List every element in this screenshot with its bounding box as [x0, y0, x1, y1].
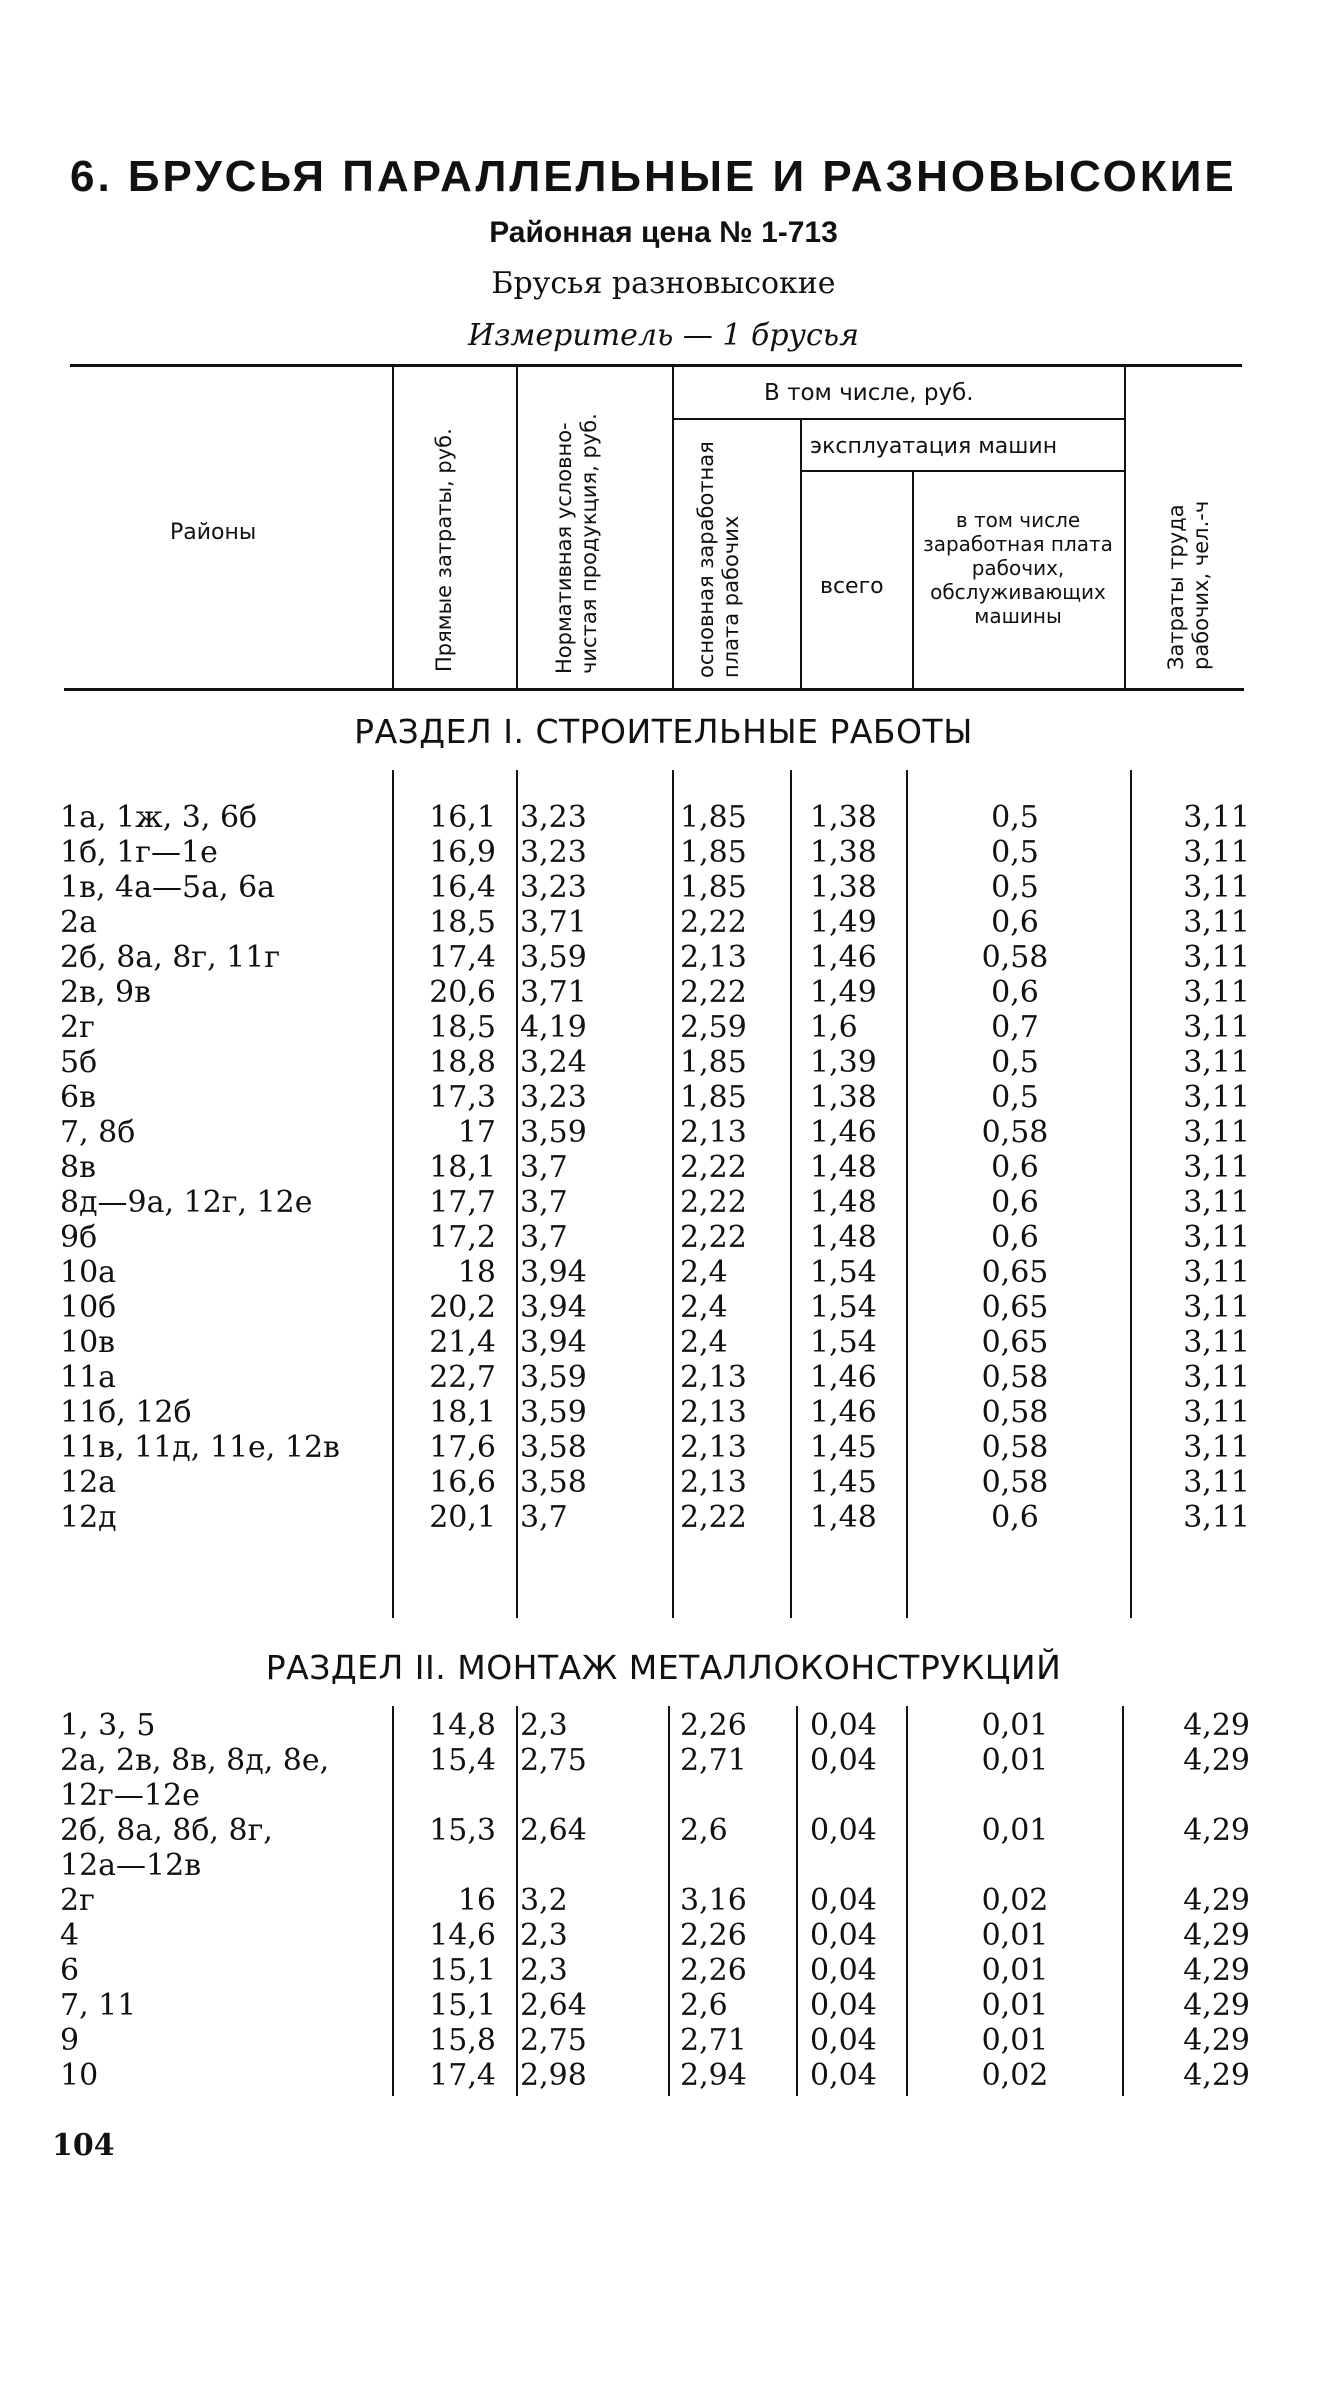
region-cell: 4	[60, 1918, 80, 1953]
header-machine-wage: в том числе заработная плата рабочих, обслуживающих машины	[923, 508, 1113, 628]
table-row	[0, 1115, 1327, 1150]
header-vline-5	[912, 472, 914, 688]
labor-cell: 3,11	[1183, 1080, 1250, 1115]
machine-wage-cell: 0,5	[991, 1045, 1039, 1080]
machine-wage-cell: 0,6	[991, 1150, 1039, 1185]
normative-cell: 3,7	[520, 1500, 568, 1535]
labor-cell: 3,11	[1183, 905, 1250, 940]
table-row	[0, 870, 1327, 905]
region-cell-continuation: 12г—12е	[60, 1778, 200, 1813]
machine-wage-cell: 0,02	[981, 1883, 1049, 1918]
labor-cell: 4,29	[1183, 1918, 1250, 1953]
region-cell: 10	[60, 2058, 99, 2093]
labor-cell: 4,29	[1183, 1883, 1250, 1918]
labor-cell: 3,11	[1183, 1325, 1250, 1360]
region-cell: 10в	[60, 1325, 116, 1360]
machine-total-cell: 1,38	[810, 1080, 877, 1115]
machine-wage-cell: 0,58	[981, 1430, 1049, 1465]
table-row	[0, 1953, 1327, 1988]
machine-total-cell: 1,46	[810, 940, 877, 975]
normative-cell: 3,23	[520, 835, 587, 870]
labor-cell: 3,11	[1183, 1465, 1250, 1500]
machine-wage-cell: 0,5	[991, 835, 1039, 870]
table-row	[0, 940, 1327, 975]
table-row	[0, 1708, 1327, 1743]
machine-total-cell: 1,45	[810, 1430, 877, 1465]
wage-cell: 2,59	[680, 1010, 747, 1045]
machine-wage-cell: 0,58	[981, 1115, 1049, 1150]
page-number: 104	[52, 2128, 115, 2163]
direct-cost-cell: 15,3	[429, 1813, 496, 1848]
machine-wage-cell: 0,6	[991, 1500, 1039, 1535]
table-row	[0, 1150, 1327, 1185]
machine-total-cell: 1,54	[810, 1325, 877, 1360]
measure-unit: Измеритель — 1 брусья	[468, 318, 859, 353]
wage-cell: 2,13	[680, 940, 747, 975]
direct-cost-cell: 17,4	[429, 2058, 496, 2093]
direct-cost-cell: 16,1	[429, 800, 496, 835]
normative-cell: 3,23	[520, 870, 587, 905]
table-row	[0, 1220, 1327, 1255]
wage-cell: 2,6	[680, 1813, 728, 1848]
machine-total-cell: 1,49	[810, 975, 877, 1010]
header-vline-1	[392, 366, 394, 688]
region-cell: 11в, 11д, 11е, 12в	[60, 1430, 340, 1465]
wage-cell: 1,85	[680, 800, 747, 835]
labor-cell: 3,11	[1183, 835, 1250, 870]
region-cell: 7, 8б	[60, 1115, 136, 1150]
normative-cell: 3,23	[520, 1080, 587, 1115]
header-direct-costs: Прямые затраты, руб.	[432, 428, 456, 672]
wage-cell: 2,13	[680, 1115, 747, 1150]
machine-total-cell: 1,38	[810, 835, 877, 870]
region-cell: 1в, 4а—5а, 6а	[60, 870, 276, 905]
section-1-title: РАЗДЕЛ I. СТРОИТЕЛЬНЫЕ РАБОТЫ	[354, 712, 973, 751]
table-row	[0, 1988, 1327, 2023]
wage-cell: 2,22	[680, 1500, 747, 1535]
table-row	[0, 1325, 1327, 1360]
machine-total-cell: 0,04	[810, 1883, 877, 1918]
region-cell: 12д	[60, 1500, 117, 1535]
labor-cell: 4,29	[1183, 2023, 1250, 2058]
wage-cell: 2,94	[680, 2058, 747, 2093]
labor-cell: 4,29	[1183, 1813, 1250, 1848]
wage-cell: 2,13	[680, 1360, 747, 1395]
normative-cell: 3,7	[520, 1220, 568, 1255]
header-machine-operation: эксплуатация машин	[810, 434, 1058, 459]
machine-total-cell: 0,04	[810, 1708, 877, 1743]
normative-cell: 2,3	[520, 1953, 568, 1988]
direct-cost-cell: 17	[457, 1115, 496, 1150]
direct-cost-cell: 20,1	[429, 1500, 496, 1535]
region-cell: 12а	[60, 1465, 117, 1500]
machine-wage-cell: 0,01	[981, 1813, 1049, 1848]
machine-total-cell: 1,49	[810, 905, 877, 940]
machine-total-cell: 1,48	[810, 1500, 877, 1535]
table-row	[0, 1743, 1327, 1778]
direct-cost-cell: 18,1	[429, 1150, 496, 1185]
machine-total-cell: 1,39	[810, 1045, 877, 1080]
table-row	[0, 1045, 1327, 1080]
table-row-continuation	[0, 1848, 1327, 1883]
header-including: В том числе, руб.	[764, 380, 974, 406]
labor-cell: 3,11	[1183, 940, 1250, 975]
labor-cell: 4,29	[1183, 1743, 1250, 1778]
normative-cell: 2,64	[520, 1988, 587, 2023]
region-cell: 9	[60, 2023, 80, 2058]
machine-total-cell: 1,54	[810, 1255, 877, 1290]
labor-cell: 3,11	[1183, 1255, 1250, 1290]
machine-wage-cell: 0,7	[991, 1010, 1039, 1045]
labor-cell: 3,11	[1183, 800, 1250, 835]
wage-cell: 2,4	[680, 1255, 728, 1290]
header-vline-3	[672, 366, 674, 688]
wage-cell: 2,26	[680, 1708, 747, 1743]
machine-total-cell: 1,54	[810, 1290, 877, 1325]
labor-cell: 4,29	[1183, 2058, 1250, 2093]
table-row	[0, 975, 1327, 1010]
table-row	[0, 1813, 1327, 1848]
normative-cell: 3,71	[520, 905, 587, 940]
direct-cost-cell: 18,1	[429, 1395, 496, 1430]
region-cell: 2б, 8а, 8б, 8г,	[60, 1813, 273, 1848]
region-cell: 5б	[60, 1045, 98, 1080]
direct-cost-cell: 15,1	[429, 1988, 496, 2023]
wage-cell: 1,85	[680, 1080, 747, 1115]
direct-cost-cell: 15,8	[429, 2023, 496, 2058]
direct-cost-cell: 17,6	[429, 1430, 496, 1465]
normative-cell: 3,59	[520, 1115, 587, 1150]
normative-cell: 2,75	[520, 1743, 587, 1778]
price-label: Районная цена № 1-713	[489, 216, 838, 249]
machine-wage-cell: 0,02	[981, 2058, 1049, 2093]
direct-cost-cell: 16,6	[429, 1465, 496, 1500]
labor-cell: 3,11	[1183, 870, 1250, 905]
wage-cell: 2,4	[680, 1290, 728, 1325]
wage-cell: 2,6	[680, 1988, 728, 2023]
machine-wage-cell: 0,01	[981, 1988, 1049, 2023]
machine-total-cell: 0,04	[810, 1988, 877, 2023]
machine-total-cell: 1,38	[810, 870, 877, 905]
normative-cell: 2,75	[520, 2023, 587, 2058]
normative-cell: 3,23	[520, 800, 587, 835]
normative-cell: 3,59	[520, 1360, 587, 1395]
wage-cell: 1,85	[680, 835, 747, 870]
machine-total-cell: 0,04	[810, 1918, 877, 1953]
labor-cell: 3,11	[1183, 1290, 1250, 1325]
table-row	[0, 1883, 1327, 1918]
direct-cost-cell: 17,2	[429, 1220, 496, 1255]
machine-wage-cell: 0,01	[981, 1918, 1049, 1953]
region-cell: 1, 3, 5	[60, 1708, 156, 1743]
wage-cell: 2,71	[680, 2023, 747, 2058]
direct-cost-cell: 16,9	[429, 835, 496, 870]
machine-wage-cell: 0,6	[991, 1185, 1039, 1220]
direct-cost-cell: 15,4	[429, 1743, 496, 1778]
region-cell-continuation: 12а—12в	[60, 1848, 202, 1883]
normative-cell: 3,7	[520, 1185, 568, 1220]
direct-cost-cell: 17,4	[429, 940, 496, 975]
wage-cell: 2,22	[680, 905, 747, 940]
direct-cost-cell: 20,6	[429, 975, 496, 1010]
wage-cell: 1,85	[680, 870, 747, 905]
machine-wage-cell: 0,6	[991, 975, 1039, 1010]
machine-total-cell: 1,46	[810, 1395, 877, 1430]
labor-cell: 3,11	[1183, 1115, 1250, 1150]
region-cell: 10а	[60, 1255, 117, 1290]
header-basic-wage: основная заработная плата рабочих	[694, 441, 743, 678]
machine-total-cell: 1,46	[810, 1115, 877, 1150]
machine-wage-cell: 0,58	[981, 1465, 1049, 1500]
table-row	[0, 1010, 1327, 1045]
region-cell: 8д—9а, 12г, 12е	[60, 1185, 313, 1220]
labor-cell: 3,11	[1183, 1010, 1250, 1045]
table-row	[0, 2023, 1327, 2058]
machine-total-cell: 0,04	[810, 1743, 877, 1778]
header-vline-2	[516, 366, 518, 688]
wage-cell: 2,26	[680, 1953, 747, 1988]
region-cell: 1б, 1г—1е	[60, 835, 218, 870]
wage-cell: 2,4	[680, 1325, 728, 1360]
machines-rule	[800, 470, 1124, 472]
header-total: всего	[820, 574, 884, 599]
region-cell: 8в	[60, 1150, 96, 1185]
machine-total-cell: 0,04	[810, 1953, 877, 1988]
wage-cell: 2,22	[680, 1150, 747, 1185]
normative-cell: 3,71	[520, 975, 587, 1010]
direct-cost-cell: 16	[457, 1883, 496, 1918]
labor-cell: 3,11	[1183, 1150, 1250, 1185]
machine-wage-cell: 0,65	[981, 1290, 1049, 1325]
machine-wage-cell: 0,5	[991, 800, 1039, 835]
header-vline-6	[1124, 366, 1126, 688]
labor-cell: 3,11	[1183, 1185, 1250, 1220]
region-cell: 11а	[60, 1360, 117, 1395]
table-row-continuation	[0, 1778, 1327, 1813]
region-cell: 1а, 1ж, 3, 6б	[60, 800, 258, 835]
table-row	[0, 835, 1327, 870]
region-cell: 9б	[60, 1220, 98, 1255]
machine-wage-cell: 0,01	[981, 1743, 1049, 1778]
labor-cell: 3,11	[1183, 975, 1250, 1010]
table-row	[0, 905, 1327, 940]
table-row	[0, 1465, 1327, 1500]
subtitle: Брусья разновысокие	[491, 266, 836, 301]
header-regions: Районы	[170, 520, 257, 545]
direct-cost-cell: 22,7	[429, 1360, 496, 1395]
header-labor: Затраты труда рабочих, чел.-ч	[1164, 500, 1213, 670]
table-row	[0, 1290, 1327, 1325]
wage-cell: 2,26	[680, 1918, 747, 1953]
machine-wage-cell: 0,01	[981, 1708, 1049, 1743]
labor-cell: 3,11	[1183, 1360, 1250, 1395]
region-cell: 2а, 2в, 8в, 8д, 8е,	[60, 1743, 330, 1778]
table-row	[0, 1500, 1327, 1535]
machine-total-cell: 1,48	[810, 1220, 877, 1255]
section-2-title: РАЗДЕЛ II. МОНТАЖ МЕТАЛЛОКОНСТРУКЦИЙ	[265, 1648, 1062, 1687]
direct-cost-cell: 18,5	[429, 1010, 496, 1045]
wage-cell: 2,22	[680, 1220, 747, 1255]
region-cell: 11б, 12б	[60, 1395, 192, 1430]
direct-cost-cell: 14,8	[429, 1708, 496, 1743]
table-row	[0, 1360, 1327, 1395]
table-row	[0, 2058, 1327, 2093]
wage-cell: 2,13	[680, 1430, 747, 1465]
normative-cell: 2,3	[520, 1708, 568, 1743]
machine-wage-cell: 0,5	[991, 870, 1039, 905]
labor-cell: 3,11	[1183, 1220, 1250, 1255]
machine-total-cell: 1,38	[810, 800, 877, 835]
table-row	[0, 1395, 1327, 1430]
machine-wage-cell: 0,58	[981, 940, 1049, 975]
wage-cell: 2,13	[680, 1395, 747, 1430]
machine-total-cell: 0,04	[810, 1813, 877, 1848]
table-row	[0, 1080, 1327, 1115]
machine-wage-cell: 0,6	[991, 1220, 1039, 1255]
direct-cost-cell: 15,1	[429, 1953, 496, 1988]
wage-cell: 2,13	[680, 1465, 747, 1500]
region-cell: 7, 11	[60, 1988, 137, 2023]
direct-cost-cell: 18,8	[429, 1045, 496, 1080]
machine-wage-cell: 0,01	[981, 2023, 1049, 2058]
region-cell: 2б, 8а, 8г, 11г	[60, 940, 281, 975]
wage-cell: 2,22	[680, 1185, 747, 1220]
region-cell: 2а	[60, 905, 97, 940]
machine-wage-cell: 0,65	[981, 1325, 1049, 1360]
machine-wage-cell: 0,6	[991, 905, 1039, 940]
region-cell: 6в	[60, 1080, 96, 1115]
machine-total-cell: 1,6	[810, 1010, 858, 1045]
header-vline-4	[800, 420, 802, 688]
wage-cell: 3,16	[680, 1883, 747, 1918]
table-row	[0, 1185, 1327, 1220]
header-normative: Нормативная условно-чистая продукция, руб.	[552, 413, 601, 674]
normative-cell: 3,94	[520, 1290, 587, 1325]
wage-cell: 1,85	[680, 1045, 747, 1080]
normative-cell: 3,94	[520, 1325, 587, 1360]
normative-cell: 3,24	[520, 1045, 587, 1080]
machine-wage-cell: 0,58	[981, 1360, 1049, 1395]
machine-total-cell: 1,45	[810, 1465, 877, 1500]
region-cell: 2в, 9в	[60, 975, 152, 1010]
machine-wage-cell: 0,65	[981, 1255, 1049, 1290]
normative-cell: 3,59	[520, 940, 587, 975]
direct-cost-cell: 17,7	[429, 1185, 496, 1220]
machine-total-cell: 1,46	[810, 1360, 877, 1395]
labor-cell: 4,29	[1183, 1988, 1250, 2023]
labor-cell: 4,29	[1183, 1708, 1250, 1743]
normative-cell: 3,7	[520, 1150, 568, 1185]
normative-cell: 2,98	[520, 2058, 587, 2093]
machine-wage-cell: 0,58	[981, 1395, 1049, 1430]
direct-cost-cell: 18,5	[429, 905, 496, 940]
including-rule	[672, 418, 1124, 420]
header-bottom-rule	[64, 688, 1244, 691]
direct-cost-cell: 21,4	[429, 1325, 496, 1360]
normative-cell: 2,64	[520, 1813, 587, 1848]
direct-cost-cell: 20,2	[429, 1290, 496, 1325]
normative-cell: 3,59	[520, 1395, 587, 1430]
wage-cell: 2,22	[680, 975, 747, 1010]
table-row	[0, 1918, 1327, 1953]
region-cell: 10б	[60, 1290, 117, 1325]
normative-cell: 4,19	[520, 1010, 587, 1045]
labor-cell: 3,11	[1183, 1395, 1250, 1430]
table-row	[0, 800, 1327, 835]
machine-total-cell: 1,48	[810, 1150, 877, 1185]
labor-cell: 3,11	[1183, 1430, 1250, 1465]
machine-wage-cell: 0,5	[991, 1080, 1039, 1115]
normative-cell: 3,58	[520, 1430, 587, 1465]
labor-cell: 3,11	[1183, 1045, 1250, 1080]
machine-total-cell: 0,04	[810, 2058, 877, 2093]
region-cell: 2г	[60, 1010, 95, 1045]
direct-cost-cell: 17,3	[429, 1080, 496, 1115]
normative-cell: 3,58	[520, 1465, 587, 1500]
region-cell: 2г	[60, 1883, 95, 1918]
table-row	[0, 1430, 1327, 1465]
page-title: 6. БРУСЬЯ ПАРАЛЛЕЛЬНЫЕ И РАЗНОВЫСОКИЕ	[70, 152, 1237, 201]
machine-total-cell: 1,48	[810, 1185, 877, 1220]
labor-cell: 3,11	[1183, 1500, 1250, 1535]
header-top-rule	[70, 364, 1242, 367]
labor-cell: 4,29	[1183, 1953, 1250, 1988]
table-row	[0, 1255, 1327, 1290]
region-cell: 6	[60, 1953, 80, 1988]
direct-cost-cell: 16,4	[429, 870, 496, 905]
machine-wage-cell: 0,01	[981, 1953, 1049, 1988]
direct-cost-cell: 18	[457, 1255, 496, 1290]
direct-cost-cell: 14,6	[429, 1918, 496, 1953]
normative-cell: 2,3	[520, 1918, 568, 1953]
machine-total-cell: 0,04	[810, 2023, 877, 2058]
normative-cell: 3,2	[520, 1883, 568, 1918]
wage-cell: 2,71	[680, 1743, 747, 1778]
normative-cell: 3,94	[520, 1255, 587, 1290]
